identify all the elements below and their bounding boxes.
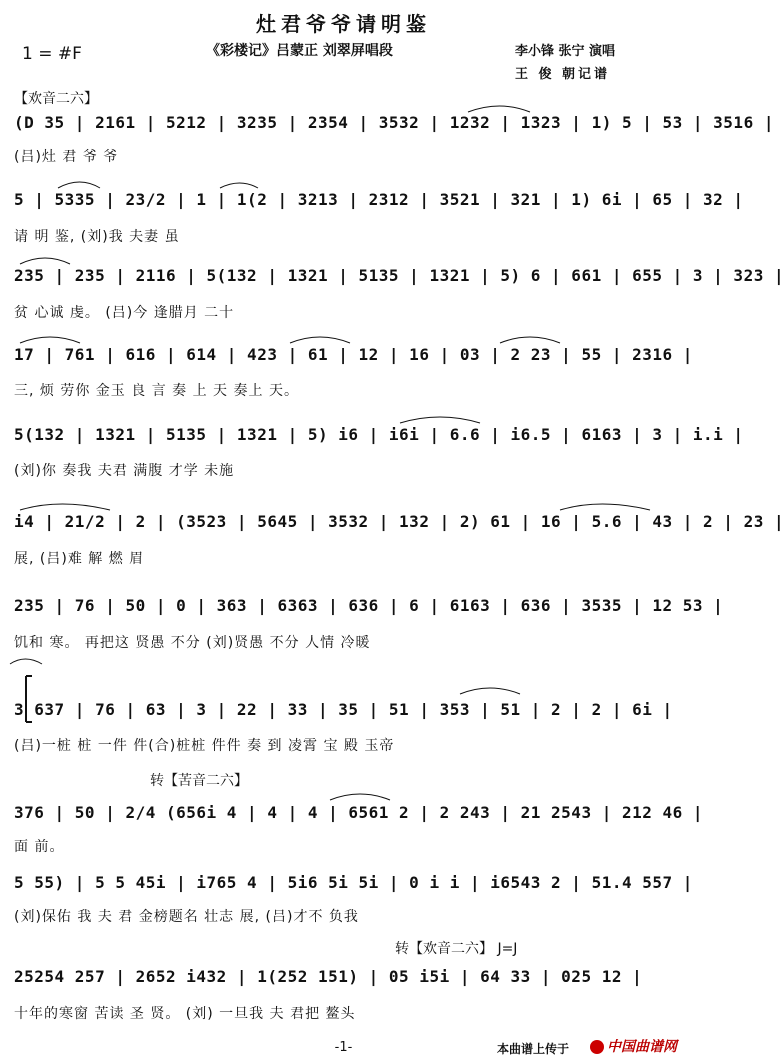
- notation-line: 25254 257 | 2652 i432 | 1(252 151) | 05 i5i | 64 33 | 025 12 |: [14, 967, 643, 986]
- notation-line: 5(132 | 1321 | 5135 | 1321 | 5) i6 | i6i | 6.6 | i6.5 | 6163 | 3 | i.i |: [14, 425, 744, 444]
- site-name: 中国曲谱网: [607, 1039, 677, 1055]
- page-number: -1-: [334, 1040, 353, 1055]
- recorder: 王 俊 朝记谱: [515, 67, 611, 82]
- lyric-line: 请 明 鉴, (刘)我 夫妻 虽: [14, 229, 180, 245]
- notation-line: (D 35 | 2161 | 5212 | 3235 | 2354 | 3532 | 1232 | 1323 | 1) 5 | 53 | 3516 |: [14, 113, 774, 132]
- subtitle: 《彩楼记》吕蒙正 刘翠屏唱段: [206, 43, 393, 59]
- lyric-line: (吕)一桩 桩 一件 件(合)桩桩 件件 奏 到 凌霄 宝 殿 玉帝: [14, 738, 395, 754]
- key-signature: 1 = #F: [22, 44, 82, 64]
- notation-line: 235 | 235 | 2116 | 5(132 | 1321 | 5135 | 1321 | 5) 6 | 661 | 655 | 3 | 323 |: [14, 266, 784, 285]
- notation-line: 376 | 50 | 2/4 (656i 4 | 4 | 4 | 6561 2 | 2 243 | 21 2543 | 212 46 |: [14, 803, 704, 822]
- lyric-line: 面 前。: [14, 839, 65, 855]
- lyric-line: 十年的寒窗 苦读 圣 贤。 (刘) 一旦我 夫 君把 鳌头: [14, 1006, 356, 1022]
- footer-caption: 本曲谱上传于: [497, 1042, 570, 1056]
- lyric-line: (刘)保佑 我 夫 君 金榜题名 壮志 展, (吕)才不 负我: [14, 909, 359, 925]
- notation-line: 5 55) | 5 5 45i | i765 4 | 5i6 5i 5i | 0 i i | i6543 2 | 51.4 557 |: [14, 873, 693, 892]
- lyric-line: 展, (吕)难 解 燃 眉: [14, 551, 145, 567]
- lyric-line: 三, 烦 劳你 金玉 良 言 奏 上 天 奏上 天。: [14, 383, 299, 399]
- logo-icon: [590, 1040, 604, 1054]
- mode-change-marker: 转【苦音二六】: [150, 773, 248, 789]
- mode-change-marker: 转【欢音二六】 J=J: [395, 941, 518, 957]
- lyric-line: (刘)你 奏我 夫君 满腹 才学 未施: [14, 463, 235, 479]
- performers: 李小锋 张宁 演唱: [515, 44, 616, 59]
- site-logo[interactable]: [590, 1036, 677, 1056]
- notation-line: i4 | 21/2 | 2 | (3523 | 5645 | 3532 | 132 | 2) 61 | 16 | 5.6 | 43 | 2 | 23 |: [14, 512, 784, 531]
- lyric-line: 贫 心诚 虔。 (吕)今 逢腊月 二十: [14, 305, 235, 321]
- section-tag: 【欢音二六】: [14, 91, 98, 107]
- notation-line: 5 | 5335 | 23/2 | 1 | 1(2 | 3213 | 2312 | 3521 | 321 | 1) 6i | 65 | 32 |: [14, 190, 744, 209]
- lyric-line: (吕)灶 君 爷 爷: [14, 149, 119, 165]
- page-title: 灶君爷爷请明鉴: [256, 12, 431, 36]
- lyric-line: 饥和 寒。 再把这 贤愚 不分 (刘)贤愚 不分 人情 冷暖: [14, 635, 371, 651]
- notation-line: 3 637 | 76 | 63 | 3 | 22 | 33 | 35 | 51 | 353 | 51 | 2 | 2 | 6i |: [14, 700, 673, 719]
- notation-line: 17 | 761 | 616 | 614 | 423 | 61 | 12 | 16 | 03 | 2 23 | 55 | 2316 |: [14, 345, 693, 364]
- notation-line: 235 | 76 | 50 | 0 | 363 | 6363 | 636 | 6 | 6163 | 636 | 3535 | 12 53 |: [14, 596, 724, 615]
